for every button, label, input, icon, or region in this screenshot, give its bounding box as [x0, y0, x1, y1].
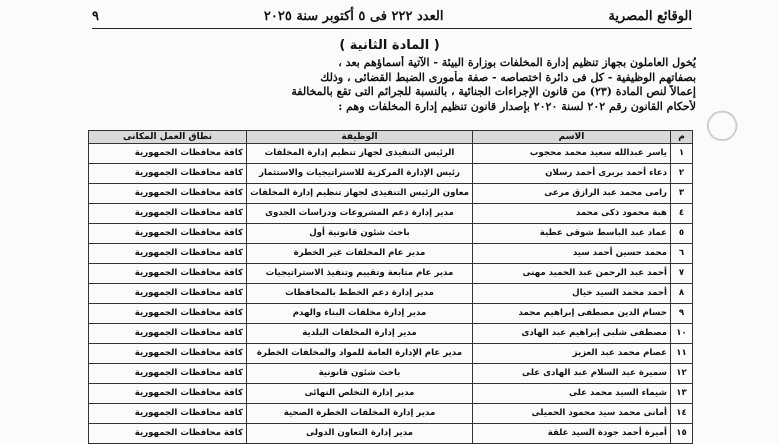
officer-name: عصام محمد عبد العزيز: [473, 344, 671, 364]
table-row: [89, 264, 693, 284]
article-title: ( المادة الثانية ): [339, 38, 440, 53]
officer-name: أميرة أحمد جودة السيد علقة: [473, 424, 671, 444]
officer-job: مدير إدارة دعم الخطط بالمحافظات: [247, 284, 473, 304]
row-number: ٦: [671, 244, 693, 264]
table-row: [89, 284, 693, 304]
work-scope: كافة محافظات الجمهورية: [89, 284, 247, 304]
officer-name: عماد عبد الباسط شوقى عطية: [473, 224, 671, 244]
work-scope: كافة محافظات الجمهورية: [89, 184, 247, 204]
officer-name: هبة محمود ذكى محمد: [473, 204, 671, 224]
officer-job: الرئيس التنفيذى لجهاز تنظيم إدارة المخلفات: [247, 144, 473, 164]
intro-line: بصفاتهم الوظيفية - كل فى دائرة اختصاصه - صفة مأمورى الضبط القضائى ، وذلك: [320, 70, 696, 84]
table-row: [89, 144, 693, 164]
table-row: [89, 244, 693, 264]
row-number: ١٠: [671, 324, 693, 344]
row-number: ٥: [671, 224, 693, 244]
officer-name: مصطفى شلبى إبراهيم عبد الهادى: [473, 324, 671, 344]
row-number: ١٥: [671, 424, 693, 444]
row-number: ١١: [671, 344, 693, 364]
officer-name: شيماء السيد محمد على: [473, 384, 671, 404]
table-header-row: [89, 131, 693, 144]
intro-line: إعمالاً لنص المادة (٢٣) من قانون الإجراءات الجنائية ، بالنسبة للجرائم التى تقع بالمخالفة: [291, 85, 696, 98]
work-scope: كافة محافظات الجمهورية: [89, 344, 247, 364]
row-number: ٨: [671, 284, 693, 304]
row-number: ١٣: [671, 384, 693, 404]
intro-line: يُخول العاملون بجهاز تنظيم إدارة المخلفات بوزارة البيئة - الآتية أسماؤهم بعد ،: [338, 56, 696, 69]
table-row: [89, 204, 693, 224]
table-row: [89, 224, 693, 244]
work-scope: كافة محافظات الجمهورية: [89, 224, 247, 244]
officer-job: مدير عام الإدارة العامة للمواد والمخلفات الخطرة: [247, 344, 473, 364]
officer-name: رامى محمد عبد الرازق مرعى: [473, 184, 671, 204]
officer-name: أحمد عبد الرحمن عبد الحميد مهنى: [473, 264, 671, 284]
officer-job: رئيس الإدارة المركزية للاستراتيجيات والاستثمار: [247, 164, 473, 184]
officer-job: مدير عام المخلفات غير الخطرة: [247, 244, 473, 264]
officer-name: ياسر عبدالله سعيد محمد محجوب: [473, 144, 671, 164]
row-number: ٣: [671, 184, 693, 204]
officer-job: مدير إدارة المخلفات البلدية: [247, 324, 473, 344]
officer-job: مدير إدارة مخلفات البناء والهدم: [247, 304, 473, 324]
table-row: [89, 164, 693, 184]
table-row: [89, 404, 693, 424]
row-number: ١٢: [671, 364, 693, 384]
intro-line: لأحكام القانون رقم ٢٠٢ لسنة ٢٠٢٠ بإصدار قانون تنظيم إدارة المخلفات وهم :: [338, 99, 696, 113]
officer-name: أحمد محمد السيد خيال: [473, 284, 671, 304]
page-header: [92, 6, 692, 26]
work-scope: كافة محافظات الجمهورية: [89, 204, 247, 224]
work-scope: كافة محافظات الجمهورية: [89, 424, 247, 444]
officer-name: أمانى محمد سيد محمود الحميلى: [473, 404, 671, 424]
work-scope: كافة محافظات الجمهورية: [89, 364, 247, 384]
issue-info: العدد ٢٢٢ فى ٥ أكتوبر سنة ٢٠٢٥: [263, 8, 444, 24]
table-row: [89, 184, 693, 204]
officer-job: مدير إدارة المخلفات الخطرة الصحية: [247, 404, 473, 424]
officer-name: حسام الدين مصطفى إبراهيم محمد: [473, 304, 671, 324]
table-body: [89, 144, 693, 444]
officer-job: مدير إدارة دعم المشروعات ودراسات الجدوى: [247, 204, 473, 224]
work-scope: كافة محافظات الجمهورية: [89, 264, 247, 284]
table-row: [89, 344, 693, 364]
table-row: [89, 304, 693, 324]
table-row: [89, 384, 693, 404]
header-scope: نطاق العمل المكانى: [89, 131, 247, 144]
table-row: [89, 424, 693, 444]
work-scope: كافة محافظات الجمهورية: [89, 144, 247, 164]
work-scope: كافة محافظات الجمهورية: [89, 404, 247, 424]
header-job: الوظيفة: [247, 131, 473, 144]
work-scope: كافة محافظات الجمهورية: [89, 164, 247, 184]
page-number: ٩: [92, 8, 99, 24]
officer-job: مدير إدارة التخلص النهائى: [247, 384, 473, 404]
officer-name: دعاء أحمد بربرى أحمد رسلان: [473, 164, 671, 184]
header-number: م: [671, 131, 693, 144]
row-number: ٢: [671, 164, 693, 184]
intro-paragraph: [90, 56, 696, 114]
officer-job: باحث شئون قانونية أول: [247, 224, 473, 244]
row-number: ١: [671, 144, 693, 164]
watermark-stamp: ◯: [698, 101, 745, 148]
row-number: ٤: [671, 204, 693, 224]
officer-job: مدير إدارة التعاون الدولى: [247, 424, 473, 444]
table-row: [89, 324, 693, 344]
table-row: [89, 364, 693, 384]
row-number: ٧: [671, 264, 693, 284]
officer-job: مدير عام متابعة وتقييم وتنفيذ الاستراتيجيات: [247, 264, 473, 284]
row-number: ٩: [671, 304, 693, 324]
officer-name: محمد حسين أحمد سيد: [473, 244, 671, 264]
publication-name: الوقائع المصرية: [608, 8, 692, 24]
header-name: الاسم: [473, 131, 671, 144]
officer-name: سميرة عبد السلام عبد الهادى على: [473, 364, 671, 384]
officer-job: معاون الرئيس التنفيذى لجهاز تنظيم إدارة المخلفات: [247, 184, 473, 204]
work-scope: كافة محافظات الجمهورية: [89, 304, 247, 324]
header-rule: [92, 28, 692, 29]
row-number: ١٤: [671, 404, 693, 424]
officers-table: [88, 130, 693, 444]
work-scope: كافة محافظات الجمهورية: [89, 384, 247, 404]
work-scope: كافة محافظات الجمهورية: [89, 324, 247, 344]
work-scope: كافة محافظات الجمهورية: [89, 244, 247, 264]
officer-job: باحث شئون قانونية: [247, 364, 473, 384]
